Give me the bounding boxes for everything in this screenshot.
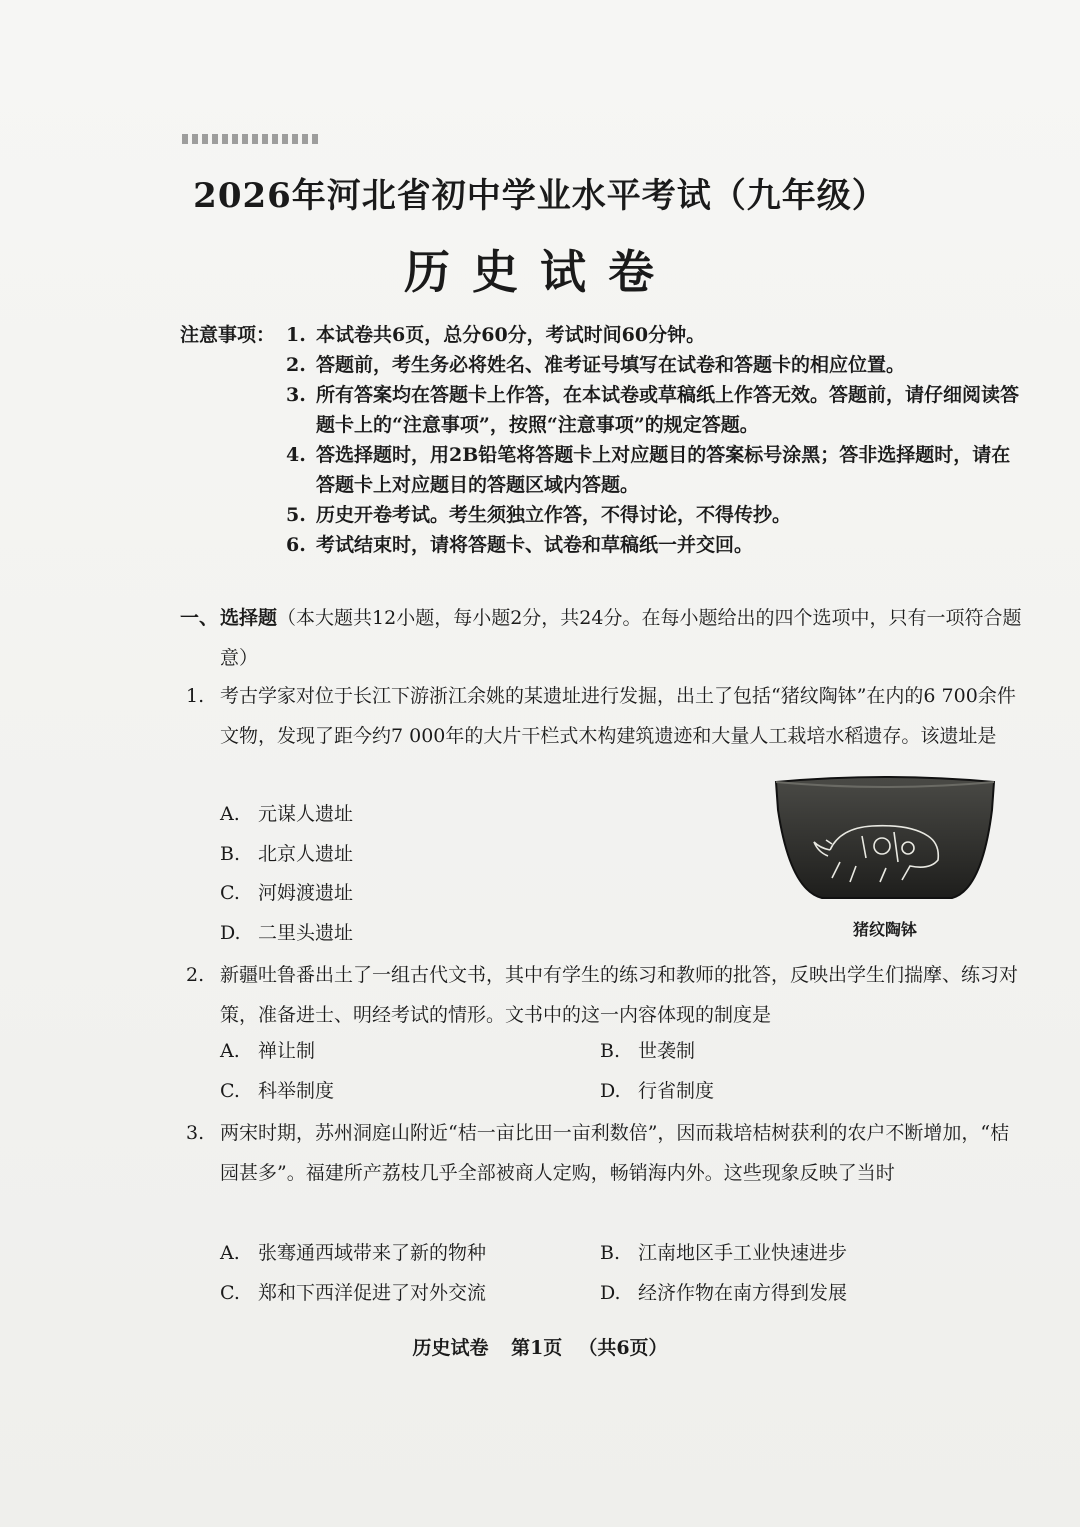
option-d: D. 行省制度 (600, 1080, 715, 1102)
note-text: 答选择题时，用2B铅笔将答题卡上对应题目的答案标号涂黑；答非选择题时，请在答题卡上对应题目的答题区域内答题。 (316, 444, 1011, 496)
footer-subject: 历史试卷 (412, 1337, 489, 1359)
option-d: D. 二里头遗址 (220, 922, 354, 944)
section-number: 一、 (180, 607, 219, 629)
exam-title: 2026年河北省初中学业水平考试（九年级） (193, 176, 887, 216)
note-number: 6. (286, 534, 306, 556)
note-text: 所有答案均在答题卡上作答，在本试卷或草稿纸上作答无效。答题前，请仔细阅读答题卡上的“注意事项”，按照“注意事项”的规定答题。 (316, 384, 1020, 436)
question-stem: 考古学家对位于长江下游浙江余姚的某遗址进行发掘，出土了包括“猪纹陶钵”在内的6 700余件文物，发现了距今约7 000年的大片干栏式木构建筑遗迹和大量人工栽培水稻遗存。该遗址是 (220, 685, 1016, 747)
note-text: 考试结束时，请将答题卡、试卷和草稿纸一并交回。 (316, 534, 754, 556)
option-b: B. 北京人遗址 (220, 843, 354, 865)
option-b: B. 江南地区手工业快速进步 (600, 1242, 848, 1264)
option-a: A. 禅让制 (220, 1040, 316, 1062)
footer-page-number: 第1页 (511, 1337, 563, 1359)
note-text: 答题前，考生务必将姓名、准考证号填写在试卷和答题卡的相应位置。 (316, 354, 906, 376)
note-item (286, 500, 1026, 530)
note-number: 4. (286, 444, 306, 466)
image-caption: 猪纹陶钵 (852, 920, 917, 939)
notes-label: 注意事项： (180, 324, 276, 346)
question-1 (186, 676, 1031, 756)
option-a: A. 张骞通西域带来了新的物种 (220, 1242, 487, 1264)
section-title: 选择题 (220, 607, 278, 629)
footer-total-pages: （共6页） (578, 1337, 668, 1359)
option-c: C. 科举制度 (220, 1080, 335, 1102)
question-stem: 两宋时期，苏州洞庭山附近“桔一亩比田一亩利数倍”，因而栽培桔树获利的农户不断增加，“桔园甚多”。福建所产荔枝几乎全部被商人定购，畅销海内外。这些现象反映了当时 (220, 1122, 1010, 1184)
note-number: 2. (286, 354, 306, 376)
option-d: D. 经济作物在南方得到发展 (600, 1282, 848, 1304)
note-text: 历史开卷考试。考生须独立作答，不得讨论，不得传抄。 (316, 504, 792, 526)
header-scan-mark (182, 134, 322, 144)
note-number: 3. (286, 384, 306, 406)
option-c: C. 河姆渡遗址 (220, 882, 354, 904)
note-item (286, 320, 1026, 350)
option-a: A. 元谋人遗址 (220, 803, 354, 825)
note-item (286, 530, 1026, 560)
question-2 (186, 955, 1026, 1035)
note-number: 1. (286, 324, 306, 346)
section-heading (180, 598, 1025, 678)
note-item (286, 350, 1026, 380)
note-number: 5. (286, 504, 306, 526)
question-number: 3. (186, 1122, 205, 1144)
subject-title: 历史试卷 (404, 245, 676, 299)
question-number: 1. (186, 685, 205, 707)
question-3 (186, 1113, 1026, 1193)
question-number: 2. (186, 964, 205, 986)
section-description: （本大题共12小题，每小题2分，共24分。在每小题给出的四个选项中，只有一项符合题意） (220, 607, 1022, 669)
option-b: B. 世袭制 (600, 1040, 696, 1062)
note-item (286, 380, 1026, 440)
page-footer (0, 1333, 1080, 1360)
question-stem: 新疆吐鲁番出土了一组古代文书，其中有学生的练习和教师的批答，反映出学生们揣摩、练习对策，准备进士、明经考试的情形。文书中的这一内容体现的制度是 (220, 964, 1019, 1026)
note-item (286, 440, 1026, 500)
option-c: C. 郑和下西洋促进了对外交流 (220, 1282, 487, 1304)
note-text: 本试卷共6页，总分60分，考试时间60分钟。 (316, 324, 706, 346)
